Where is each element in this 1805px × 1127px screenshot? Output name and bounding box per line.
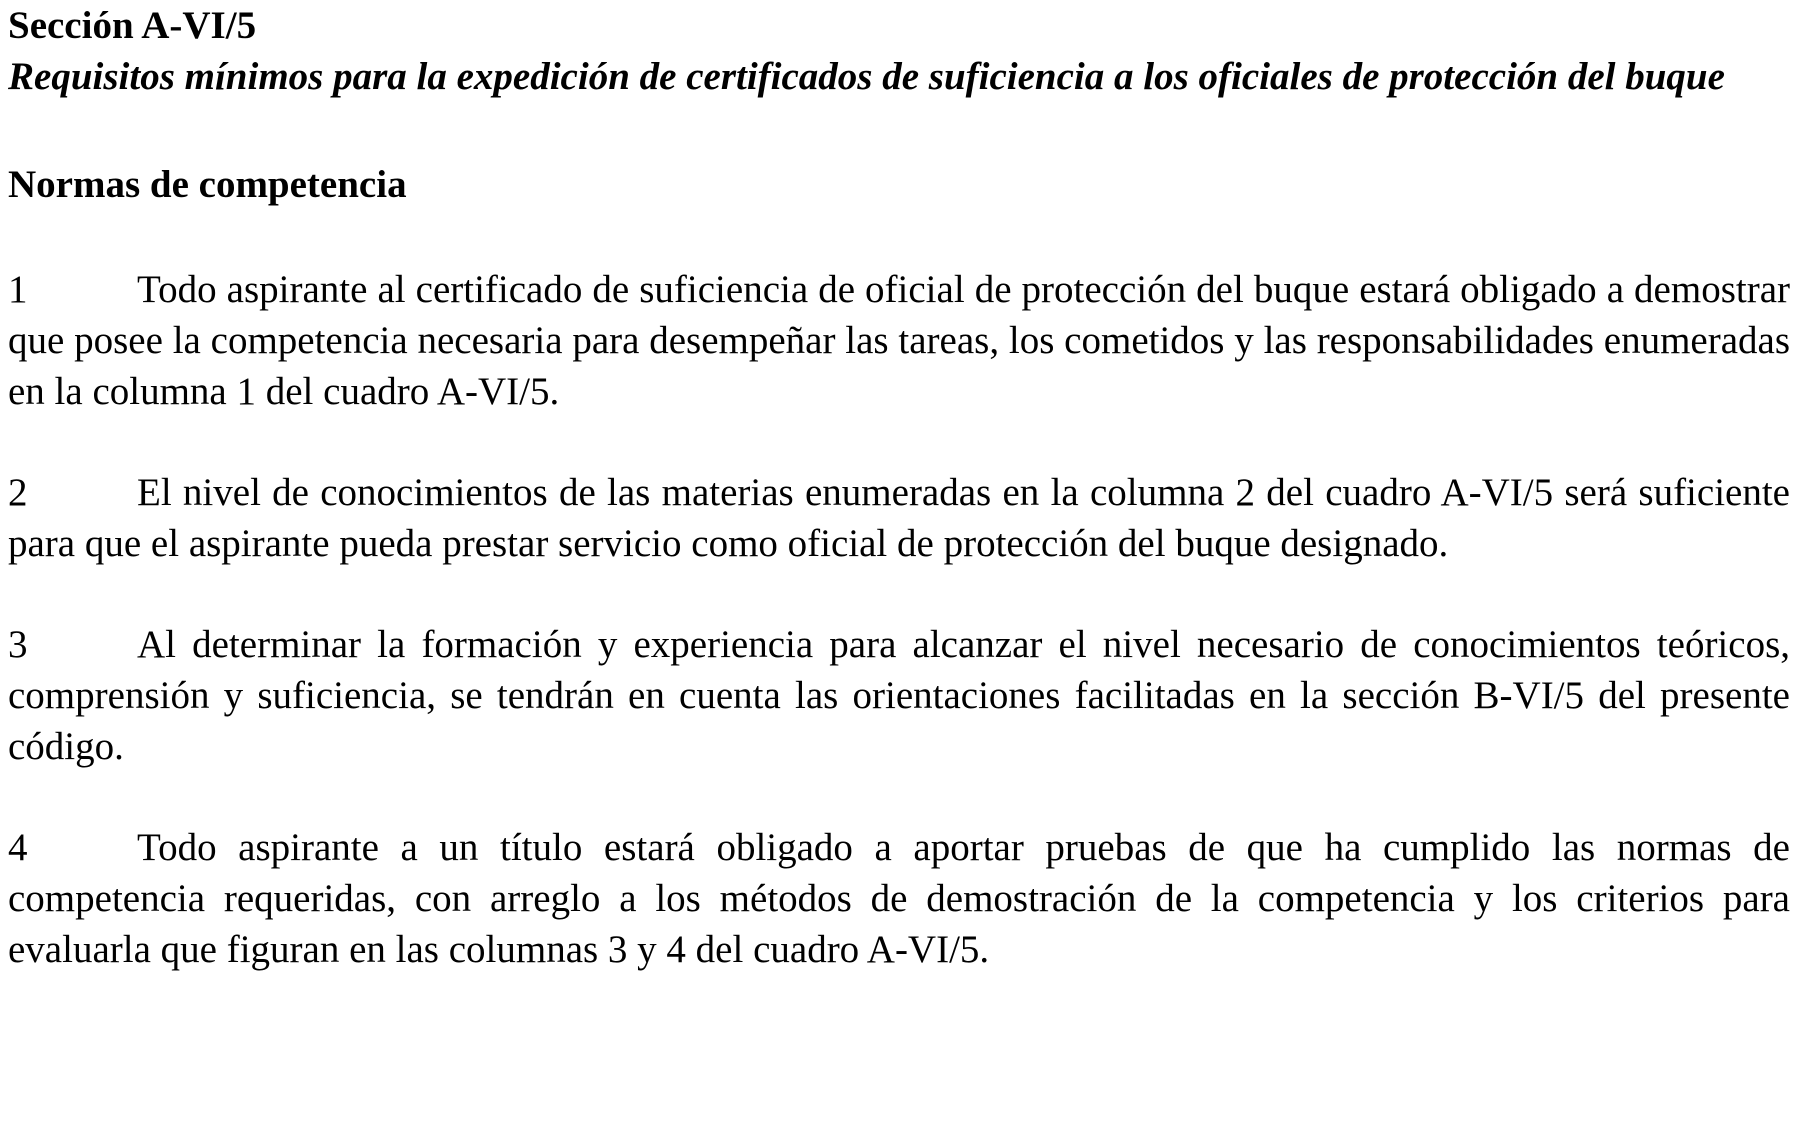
paragraph-text: Todo aspirante a un título estará obligado a aportar pruebas de que ha cumplido las normas de competencia requeridas, con arreglo a los métodos de demostración de la competencia y los criterios para evaluarla que figuran en las columnas 3 y 4 del cuadro A-VI/5. bbox=[8, 826, 1790, 971]
section-title: Sección A-VI/5 bbox=[8, 4, 257, 47]
paragraph-number: 1 bbox=[8, 268, 28, 311]
paragraph-2 bbox=[8, 467, 1790, 569]
paragraph-text: Todo aspirante al certificado de suficiencia de oficial de protección del buque estará obligado a demostrar que posee la competencia necesaria para desempeñar las tareas, los cometidos y las responsabilidades enumeradas en la columna 1 del cuadro A-VI/5. bbox=[8, 268, 1790, 413]
normas-heading: Normas de competencia bbox=[8, 163, 407, 206]
paragraph-number: 2 bbox=[8, 471, 28, 514]
paragraph-4 bbox=[8, 822, 1790, 975]
paragraph-text: Al determinar la formación y experiencia para alcanzar el nivel necesario de conocimientos teóricos, comprensión y suficiencia, se tendrán en cuenta las orientaciones facilitadas en la sección B-VI/5 del presente código. bbox=[8, 623, 1790, 768]
section-subtitle: Requisitos mínimos para la expedición de certificados de suficiencia a los oficiales de protección del buque bbox=[8, 55, 1725, 98]
paragraph-1 bbox=[8, 264, 1790, 417]
paragraph-text: El nivel de conocimientos de las materias enumeradas en la columna 2 del cuadro A-VI/5 será suficiente para que el aspirante pueda prestar servicio como oficial de protección del buque designado. bbox=[8, 471, 1790, 565]
paragraph-number: 4 bbox=[8, 826, 28, 869]
paragraph-number: 3 bbox=[8, 623, 28, 666]
document-page bbox=[8, 0, 1790, 975]
paragraph-3 bbox=[8, 619, 1790, 772]
